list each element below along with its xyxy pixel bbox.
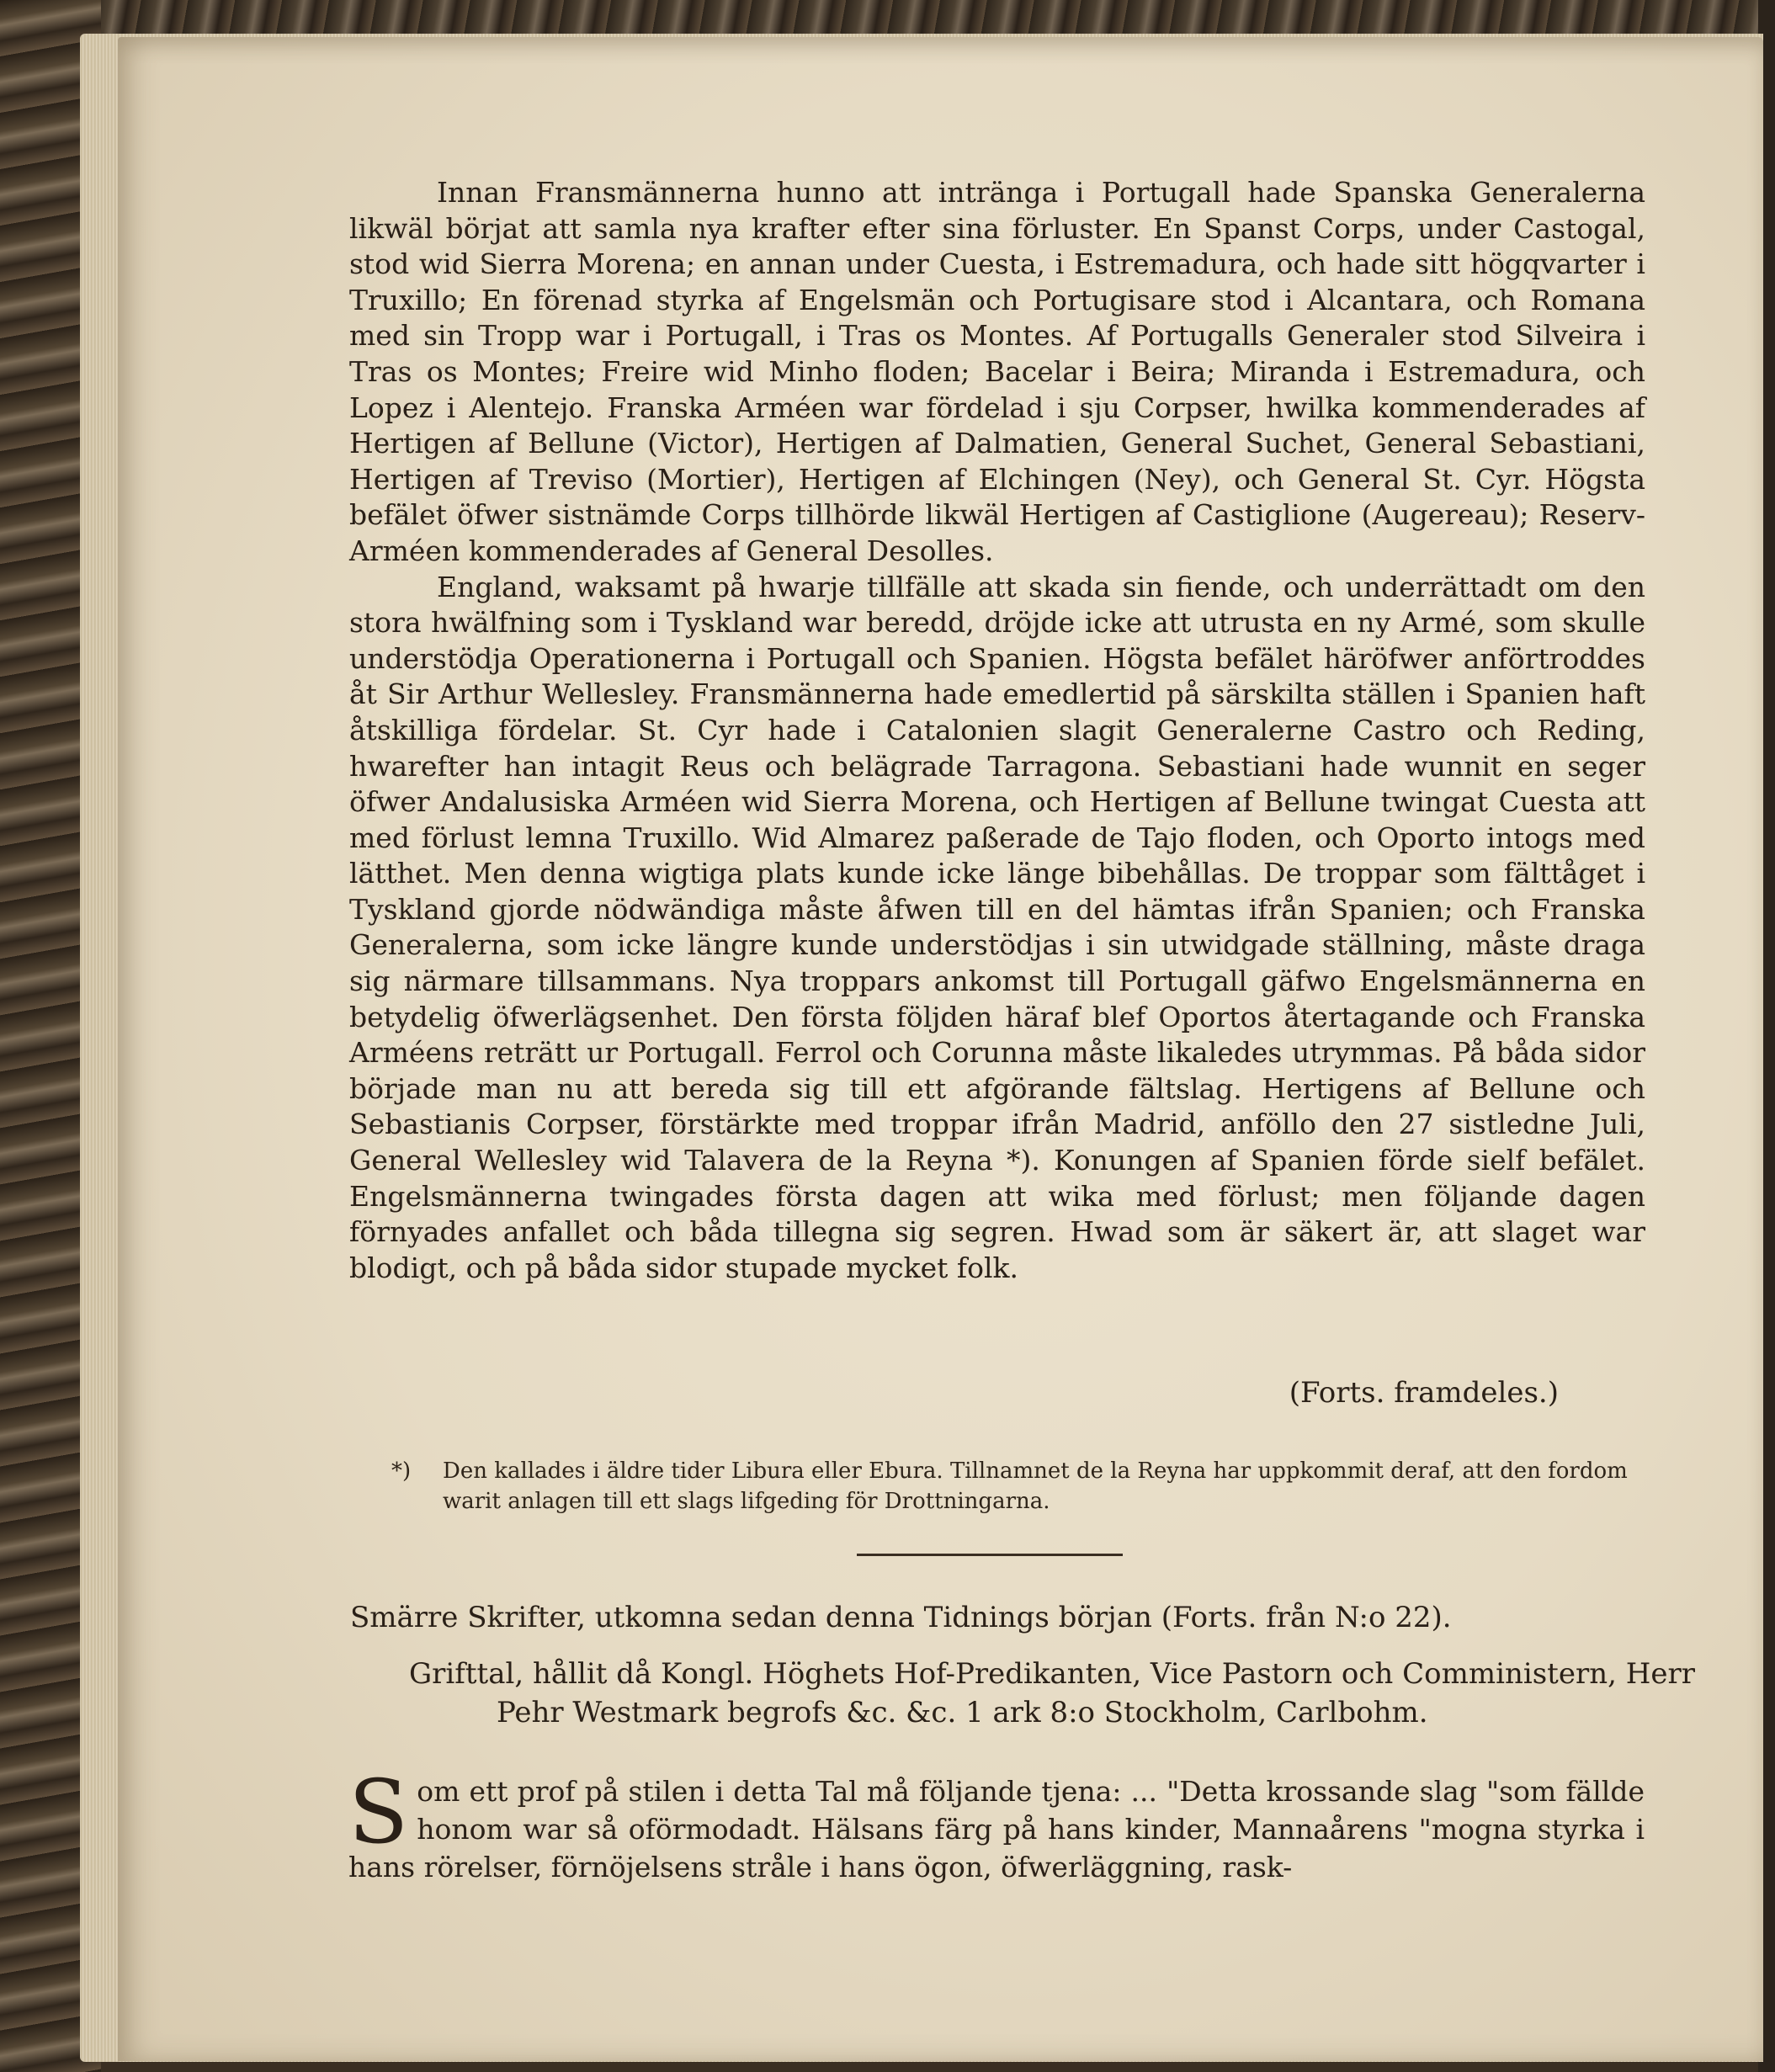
footnote: [391, 1456, 1645, 1517]
drop-cap: S: [348, 1761, 409, 1863]
section-divider: [857, 1554, 1123, 1556]
book-entry: Grifttal, hållit då Kongl. Höghets Hof-Predikanten, Vice Pastorn och Comministern, Herr Pehr Westmark begrofs &c. &c. 1 ark 8:o Stockholm, Carlbohm.: [409, 1657, 1695, 1729]
article-paragraph: England, waksamt på hwarje tillfälle att skada sin fiende, och underrättadt om den stora hwälfning som i Tyskland war beredd, dröjde icke att utrusta en ny Armé, som skulle understödja Operationerna i Portugall och Spanien. Högsta befälet häröfwer anförtroddes åt Sir Arthur Wellesley. Fransmännerna hade emedlertid på särskilta ställen i Spanien haft åtskilliga fördelar. St. Cyr hade i Catalonien slagit Generalerne Castro och Reding, hwarefter han intagit Reus och belägrade Tarragona. Sebastiani hade wunnit en seger öfwer Andalusiska Arméen wid Sierra Morena, och Hertigen af Bellune twingat Cuesta att med förlust lemna Truxillo. Wid Almarez paßerade de Tajo floden, och Oporto intogs med lätthet. Men denna wigtiga plats kunde icke länge bibehållas. De troppar som fälttåget i Tyskland gjorde nödwändiga måste åfwen till en del hämtas ifrån Spanien; och Franska Generalerna, som icke längre kunde understödjas i sin utwidgade ställning, måste draga sig närmare tillsammans. Nya troppars ankomst till Portugall gäfwo Engelsmännerna en betydelig öfwerlägsenhet. Den första följden häraf blef Oportos återtagande och Franska Arméens reträtt ur Portugall. Ferrol och Corunna måste likaledes utrymmas. På båda sidor började man nu att bereda sig till ett afgörande fältslag. Hertigens af Bellune och Sebastianis Corpser, förstärkte med troppar ifrån Madrid, anföllo den 27 sistledne Juli, General Wellesley wid Talavera de la Reyna *). Konungen af Spanien förde sielf befälet. Engelsmännerna twingades första dagen att wika med förlust; men följande dagen förnyades anfallet och båda tillegna sig segren. Hwad som är säkert är, att slaget war blodigt, och på båda sidor stupade mycket folk.: [349, 570, 1645, 1284]
quote-text: om ett prof på stilen i detta Tal må följande tjena: ... "Detta krossande slag "som fällde honom war så oförmodadt. Hälsans färg på hans kinder, Mannaårens "mogna styrka i hans rörelser, förnöjelsens stråle i hans ögon, öfwerläggning, rask-: [348, 1775, 1645, 1883]
article-paragraph: Innan Fransmännerna hunno att intränga i Portugall hade Spanska Generalerna likwäl börjat att samla nya krafter efter sina förluster. En Spanst Corps, under Castogal, stod wid Sierra Morena; en annan under Cuesta, i Estremadura, och hade sitt högqvarter i Truxillo; En förenad styrka af Engelsmän och Portugisare stod i Alcantara, och Romana med sin Tropp war i Portugall, i Tras os Montes. Af Portugalls Generaler stod Silveira i Tras os Montes; Freire wid Minho floden; Bacelar i Beira; Miranda i Estremadura, och Lopez i Alentejo. Franska Arméen war fördelad i sju Corpser, hwilka kommenderades af Hertigen af Bellune (Victor), Hertigen af Dalmatien, General Suchet, General Sebastiani, Hertigen af Treviso (Mortier), Hertigen af Elchingen (Ney), och General St. Cyr. Högsta befälet öfwer sistnämde Corps tillhörde likwäl Hertigen af Castiglione (Augereau); Reserv-Arméen kommenderades af General Desolles.: [349, 176, 1645, 567]
quote-paragraph: [348, 1761, 1645, 1886]
main-article: [349, 175, 1645, 1286]
footnote-text: Den kallades i äldre tider Libura eller Ebura. Tillnamnet de la Reyna har uppkommit deraf, att den fordom warit anlagen till ett slags lifgeding för Drottningarna.: [443, 1458, 1628, 1514]
footnote-marker: *): [391, 1458, 412, 1484]
section-title: Smärre Skrifter, utkomna sedan denna Tidnings början (Forts. från N:o 22).: [350, 1601, 1452, 1634]
continued-note: (Forts. framdeles.): [1289, 1376, 1559, 1410]
